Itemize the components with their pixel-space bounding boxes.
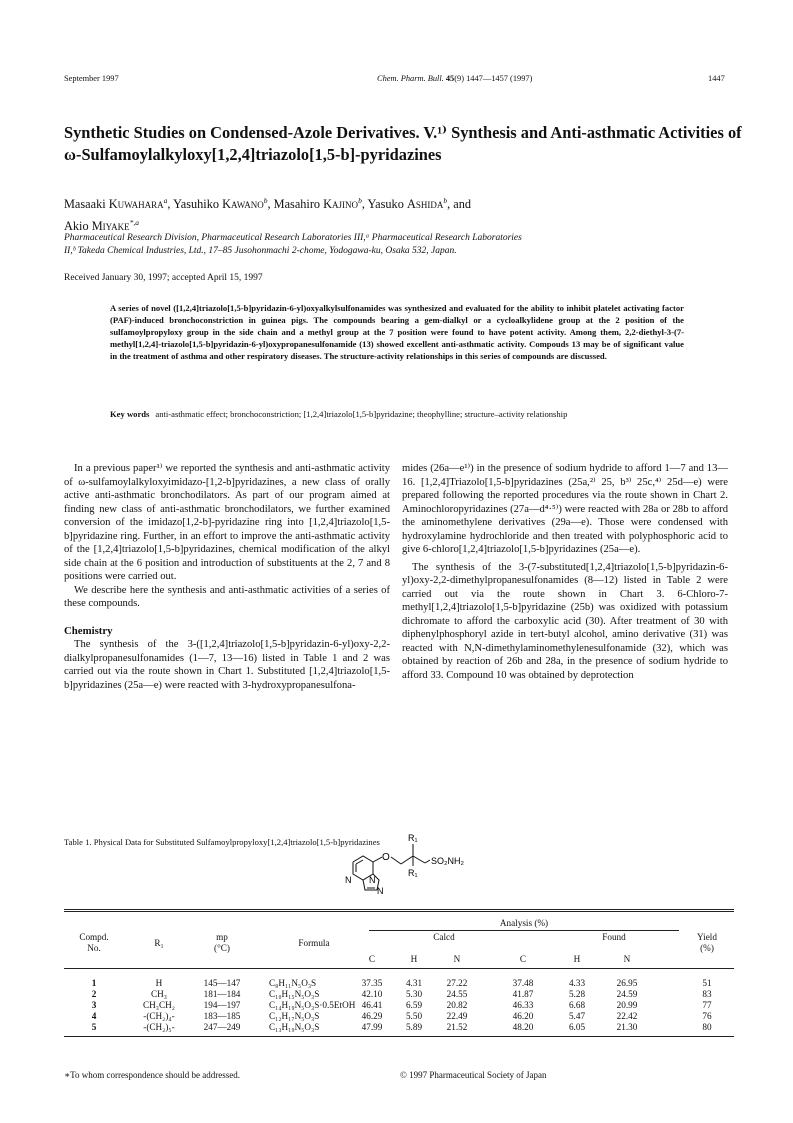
keywords-text: anti-asthmatic effect; bronchoconstriction; [1,2,4]triazolo[1,5-b]pyridazine; theophylline; structure–activity relationship xyxy=(155,409,568,419)
section-heading: Chemistry xyxy=(64,624,113,637)
table-row: 4 -(CH₂)₄- 183—185 C₁₂H₁₇N₅O₃S 46.29 5.50 22.49 46.20 5.47 22.42 76 xyxy=(91,1011,712,1021)
data-table xyxy=(64,918,734,1068)
table-rule-top xyxy=(64,909,734,910)
author: Akio Miyake$^{*,a}$ xyxy=(64,217,139,233)
table-caption: Table 1. Physical Data for Substituted Sulfamoylpropyloxy[1,2,4]triazolo[1,5-b]pyridazines xyxy=(64,837,380,847)
col-header-found-c: C xyxy=(519,954,527,964)
table-row: 1 H 145—147 C₈H₁₁N₅O₃S 37.35 4.31 27.22 37.48 4.33 26.95 51 xyxy=(91,978,712,988)
col-header-yield: Yield (%) xyxy=(697,932,717,953)
atom-n: N xyxy=(345,875,352,885)
header-date: September 1997 xyxy=(64,74,119,83)
affiliation xyxy=(64,232,744,258)
table-row: 3 CH₃CH₂ 194—197 C₁₄H₁₉N₅O₃S·0.5EtOH 46.41 6.59 20.82 46.33 6.68 20.99 77 xyxy=(91,1000,712,1010)
col-header-found-n: N xyxy=(623,954,631,964)
paragraph: The synthesis of the 3-(7-substituted[1,2,4]triazolo[1,5-b]pyridazin-6-yl)oxy-2,2-dimethylpropanesulfonamides (8—12) listed in Table 2 were carried out via the route shown in Chart 3. 6-Chloro-7-methyl[1,2,4]triazolo[1,5-b]pyridazine (25b) was oxidized with potassium dichromate to afford the carboxylic acid (30). After treatment of 30 with diphenylphosphoryl azide in tert-butyl alcohol, amino derivative (31) was reacted with N,N-dimethylaminomethylenesulfonamide (32), which was obtained by reaction of 26b and 28a, in the presence of sodium hydride to afford 33. Compound 10 was obtained by deprotection xyxy=(402,561,728,681)
paragraph: We describe here the synthesis and anti-asthmatic activities of a series of these compounds. xyxy=(64,584,390,609)
atom-n: N xyxy=(369,875,376,885)
atom-n: N xyxy=(377,886,384,894)
author: Yasuhiko Kawano$^b$ xyxy=(173,196,268,212)
atom-o: O xyxy=(382,852,390,863)
table-rule-bottom xyxy=(64,1036,734,1037)
author: Masahiro Kajino$^b$ xyxy=(273,196,362,212)
col-header-found-h: H xyxy=(573,954,581,964)
author-list: Masaaki Kuwahara$^a$, Yasuhiko Kawano$^b$, Masahiro Kajino$^b$, Yasuko Ashida$^b$, and Akio Miyake$^{*,a}$ xyxy=(64,196,471,233)
received-dates: Received January 30, 1997; accepted April 15, 1997 xyxy=(64,273,263,283)
affiliation-line: Pharmaceutical Research Division, Pharmaceutical Research Laboratories III,ᵃ Pharmaceutical Research Laboratories xyxy=(64,233,522,243)
header-journal xyxy=(377,74,532,84)
journal-name: Chem. Pharm. Bull. xyxy=(377,74,444,83)
keywords xyxy=(110,408,684,420)
col-header-r1: R₁ xyxy=(154,938,164,948)
paragraph: mides (26a—e¹⁾) in the presence of sodium hydride to afford 1—7 and 13—16. [1,2,4]Triazolo[1,5-b]pyridazines (25a,²⁾ 25, b³⁾ 25c,⁴⁾ 25d—e) were prepared following the reported procedures via the route shown in Chart 2. Aminochloropyridazines (27a—d⁴·⁵⁾) were reacted with 28a or 28b to afford the aminomethylene derivatives (29a—e). Those were condensed with hydroxylamine hydrochloride and then treated with polyphosphoric acid to give 6-chloro[1,2,4]triazolo[1,5-b]pyridazines (25a—e). xyxy=(402,463,728,555)
corresponding-author-note: ∗To whom correspondence should be addressed. xyxy=(64,1070,240,1080)
copyright: © 1997 Pharmaceutical Society of Japan xyxy=(400,1070,547,1080)
sulfonamide-group: SO₂NH₂ xyxy=(431,856,464,866)
paragraph: The synthesis of the 3-([1,2,4]triazolo[1,5-b]pyridazin-6-yl)oxy-2,2-dialkylpropanesulfonamides (1—7, 13—16) listed in Table 1 and 2 was carried out via the route shown in Chart 1. Substituted [1,2,4]triazolo[1,5-b]pyridazines (25a—e) were reacted with 3-hydroxypropanesulfona- xyxy=(64,639,390,691)
col-header-calcd: Calcd xyxy=(433,932,455,942)
col-header-formula: Formula xyxy=(298,938,330,948)
journal-issue-pages: (9) 1447—1457 (1997) xyxy=(454,74,533,83)
header-page-number: 1447 xyxy=(708,74,725,83)
author: Yasuko Ashida$^b$ xyxy=(367,196,448,212)
table-rule-top-double xyxy=(64,911,734,912)
author: Masaaki Kuwahara$^a$ xyxy=(64,196,168,212)
affiliation-line: II,ᵇ Takeda Chemical Industries, Ltd., 17–85 Jusohonmachi 2-chome, Yodogawa-ku, Osaka 532, Japan. xyxy=(64,246,457,256)
journal-volume: 45 xyxy=(445,74,455,83)
analysis-underline xyxy=(369,930,679,931)
body-column-left xyxy=(64,462,390,692)
table-row: 5 -(CH₂)₅- 247—249 C₁₃H₁₉N₅O₃S 47.99 5.89 21.52 48.20 6.05 21.30 80 xyxy=(91,1022,712,1032)
substituent-r1-bottom: R₁ xyxy=(408,868,418,878)
col-header-calc-c: C xyxy=(368,954,376,964)
authors-conjunction: and xyxy=(453,197,471,212)
abstract: A series of novel ([1,2,4]triazolo[1,5-b]pyridazin-6-yl)oxyalkylsulfonamides was synthesized and evaluated for the ability to inhibit platelet activating factor (PAF)-induced bronchoconstriction in guinea pigs. The compounds bearing a gem-dialkyl or a cycloalkylidene group at the 2 position of the sulfamoylpropyloxy group in the side chain and a methyl group at the 7 position were found to have potent activity. Among them, 2,2-diethyl-3-(7-methyl[1,2,4]-triazolo[1,5-b]pyridazin-6-yl)oxypropanesulfonamide (13) showed excellent anti-asthmatic activity. Compouds 13 may be of significant value in the treatment of asthma and other respiratory diseases. The structure-activity relationships in this series of compounds are discussed. xyxy=(110,303,684,362)
substituent-r1-top: R₁ xyxy=(408,833,418,843)
col-header-calc-h: H xyxy=(410,954,418,964)
table-rule-header xyxy=(64,968,734,969)
col-header-calc-n: N xyxy=(453,954,461,964)
paragraph: In a previous paper¹⁾ we reported the synthesis and anti-asthmatic activity of ω-sulfamoylalkyloxyimidazo-[1,2-b]pyridazines, a new class of orally active anti-asthmatic bronchodilators. As part of our program aimed at finding new class of anti-asthmatic bronchodilators, we further examined conversion of the imidazo[1,2-b]-pyridazine ring into [1,2,4]triazolo[1,5-b]pyridazine ring. Further, in an effort to improve the anti-asthmatic activity of the [1,2,4]triazolo[1,5-b]pyridazines, chemical modification of the alkyl side chain at the 6 position and introduction of substituents at the 2, 7 and 8 positions were carried out. xyxy=(64,463,390,582)
col-header-analysis: Analysis (%) xyxy=(499,918,549,928)
col-header-mp: mp (°C) xyxy=(214,932,230,953)
table-row: 2 CH₃ 181—184 C₁₀H₁₅N₅O₃S 42.10 5.30 24.55 41.87 5.28 24.59 83 xyxy=(91,989,712,999)
keywords-label: Key words xyxy=(110,409,150,419)
col-header-found: Found xyxy=(602,932,626,942)
article-title: Synthetic Studies on Condensed-Azole Derivatives. V.¹⁾ Synthesis and Anti-asthmatic Activities of ω-Sulfamoylalkyloxy[1,2,4]triazolo[1,5-b]-pyridazines xyxy=(64,123,742,164)
structure-bonds xyxy=(353,844,430,890)
body-column-right xyxy=(402,462,728,682)
col-header-compd: Compd. No. xyxy=(79,932,109,953)
chemical-structure xyxy=(305,828,505,894)
